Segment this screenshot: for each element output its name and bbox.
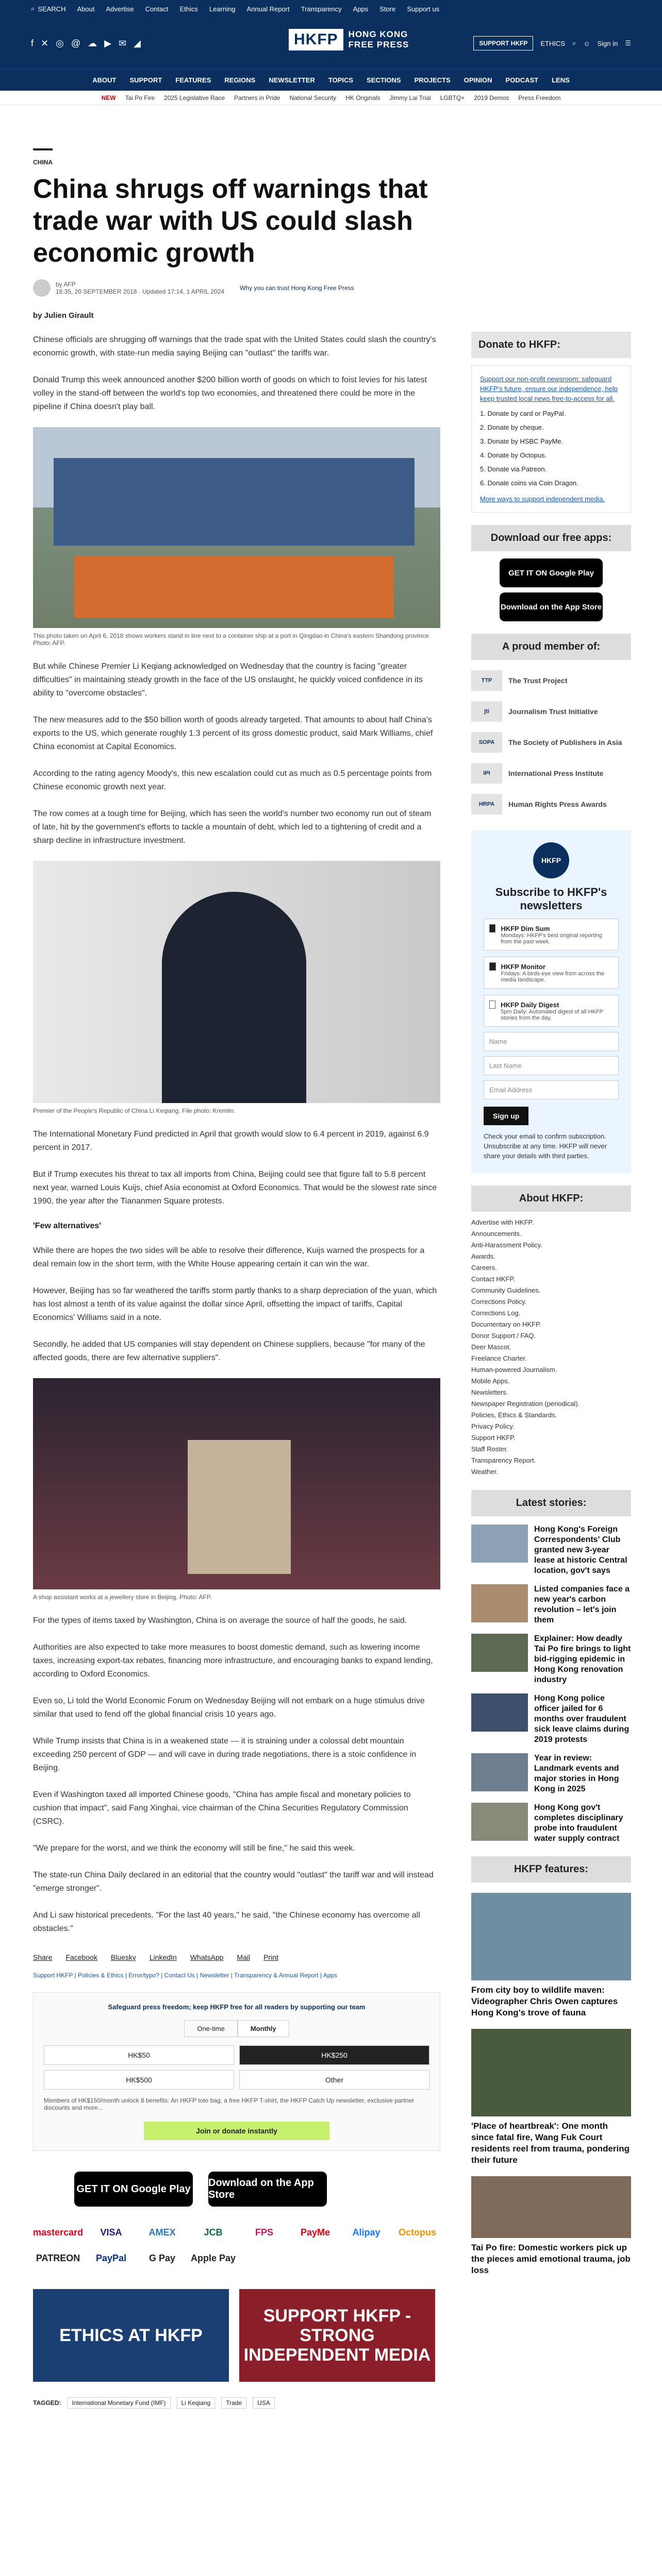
- share-facebook[interactable]: Facebook: [65, 1953, 97, 1961]
- newsletter-title: Subscribe to HKFP's newsletters: [495, 886, 607, 912]
- paragraph: "We prepare for the worst, and we think the economy will still be fine," he said this week.: [33, 1844, 355, 1853]
- story-thumbnail: [471, 1693, 528, 1732]
- donate-heading: Donate to HKFP:: [471, 332, 631, 358]
- workers-group: [74, 556, 394, 618]
- paragraph: But if Trump executes his threat to tax all imports from China, Beijing could see that figure fall to 5.8 percent next year, warned Louis Kuijs, chief Asia economist at Oxford Economics. That would be the slowest rate since 1990, the year after the Tiananmen Square protests.: [33, 1170, 437, 1206]
- donate-text[interactable]: Support our non-profit newsroom: safeguard HKFP's future, ensure our independence, help keep trusted local news free-to-access for all.: [480, 375, 618, 402]
- paragraph: According to the rating agency Moody's, this new escalation could cut as much as 0.5 percentage points from Chinese economic growth next year.: [33, 769, 432, 791]
- partner-name: Journalism Trust Initiative: [508, 707, 598, 716]
- latest-story[interactable]: [471, 1803, 631, 1844]
- partner-name: The Trust Project: [508, 676, 568, 685]
- member-benefits: Members of HK$150/month unlock 8 benefits: An HKFP tote bag, a free HKFP T-shirt, the HKFP Catch Up newsletter, exclusive partner discounts and more...: [44, 2097, 415, 2111]
- name-field[interactable]: Name: [484, 1032, 619, 1051]
- trend-pride[interactable]: Partners in Pride: [234, 94, 280, 101]
- subheading: 'Few alternatives': [33, 1222, 102, 1230]
- feature-title: From city boy to wildlife maven: Videographer Chris Owen captures Hong Kong's trove of fauna: [471, 1985, 618, 2018]
- feature-title: Tai Po fire: Domestic workers pick up the pieces amid emotional trauma, job loss: [471, 2243, 631, 2275]
- payment-methods: [33, 2222, 440, 2268]
- byline: [33, 279, 440, 297]
- top-bar: [0, 0, 662, 18]
- latest-story[interactable]: [471, 1584, 631, 1625]
- x-icon[interactable]: ✕: [41, 38, 49, 48]
- email-field[interactable]: Email Address: [484, 1080, 619, 1099]
- nav-support[interactable]: SUPPORT: [129, 76, 162, 84]
- story-title: Listed companies face a new year's carbon revolution – let's join them: [534, 1585, 630, 1624]
- hrpa-logo: HRPA: [471, 794, 502, 815]
- portrait-figure: [162, 892, 306, 1103]
- avatar: [33, 279, 51, 297]
- logo-line-1: HONG KONG: [348, 29, 408, 39]
- footer-links[interactable]: Support HKFP | Policies & Ethics | Error/typo? | Contact Us | Newsletter | Transparency & Annual Report | Apps: [33, 1972, 338, 1979]
- topbar-about[interactable]: About: [77, 5, 95, 13]
- site-logo[interactable]: [289, 29, 409, 50]
- paragraph: But while Chinese Premier Li Keqiang acknowledged on Wednesday that the country is facing "greater difficulties" in maintaining steady growth in the face of the US onslaught, he quickly voiced confidence in its ability to "overcome obstacles".: [33, 662, 423, 698]
- payme-icon: PayMe: [300, 2227, 330, 2238]
- share-mail[interactable]: Mail: [237, 1953, 251, 1961]
- topbar-apps[interactable]: Apps: [353, 5, 369, 13]
- support-promo[interactable]: SUPPORT HKFP - STRONG INDEPENDENT MEDIA: [239, 2289, 435, 2382]
- share-print[interactable]: Print: [263, 1953, 278, 1961]
- story-thumbnail: [471, 1803, 528, 1841]
- story-thumbnail: [471, 1753, 528, 1791]
- newsletter-name: HKFP Daily Digest: [501, 1001, 559, 1009]
- container-stack: [54, 458, 415, 546]
- newsletter-desc: 5pm Daily: Automated digest of all HKFP stories from the day.: [501, 1009, 603, 1021]
- share-label: Share: [33, 1953, 53, 1961]
- article: [33, 105, 440, 2409]
- about-link[interactable]: Announcements.: [471, 1230, 522, 1238]
- amount-option[interactable]: HK$500: [44, 2070, 234, 2090]
- trend-jimmy-lai[interactable]: Jimmy Lai Trial: [389, 94, 431, 101]
- newsletter-name: HKFP Dim Sum: [501, 925, 550, 933]
- fps-icon: FPS: [255, 2227, 274, 2238]
- latest-story[interactable]: [471, 1753, 631, 1794]
- sign-in-link[interactable]: Sign in: [597, 39, 618, 47]
- paypal-icon: PayPal: [96, 2252, 127, 2263]
- share-bar: [33, 1953, 440, 1961]
- share-bluesky[interactable]: Bluesky: [110, 1953, 136, 1961]
- nav-newsletter[interactable]: NEWSLETTER: [269, 76, 315, 84]
- feature-story[interactable]: [471, 2029, 631, 2166]
- google-play-badge[interactable]: GET IT ON Google Play: [500, 558, 603, 587]
- topbar-store[interactable]: Store: [379, 5, 396, 13]
- about-link[interactable]: Contact HKFP.: [471, 1275, 516, 1283]
- story-thumbnail: [471, 1584, 528, 1622]
- donate-option[interactable]: 6. Donate coins via Coin Dragon.: [480, 479, 578, 487]
- story-title: Hong Kong police officer jailed for 6 months over fraudulent sick leave claims during 2019 protests: [534, 1694, 630, 1744]
- google-pay-icon: G Pay: [149, 2252, 176, 2263]
- story-title: Year in review: Landmark events and major stories in Hong Kong in 2025: [534, 1754, 619, 1793]
- apps-heading: Download our free apps:: [471, 525, 631, 551]
- article-title: China shrugs off warnings that trade war with US could slash economic growth: [33, 174, 428, 268]
- nav-podcast[interactable]: PODCAST: [505, 76, 539, 84]
- about-link[interactable]: Advertise with HKFP.: [471, 1218, 534, 1226]
- paragraph: The new measures add to the $50 billion worth of goods already targeted. That amounts to about half China's exports to the US, which generate roughly 1.3 percent of its gross domestic product, said Mark Williams, chief China economist at Capital Economics.: [33, 716, 433, 751]
- youtube-icon[interactable]: ▶: [104, 38, 111, 48]
- about-link[interactable]: Privacy Policy.: [471, 1422, 515, 1430]
- sopa-logo: SOPA: [471, 732, 502, 753]
- member-heading: A proud member of:: [471, 634, 631, 660]
- story-thumbnail: [471, 1524, 528, 1563]
- amount-option[interactable]: HK$50: [44, 2045, 234, 2065]
- about-link[interactable]: Careers.: [471, 1264, 497, 1272]
- feature-story[interactable]: [471, 1893, 631, 2019]
- partner-name: The Society of Publishers in Asia: [508, 738, 622, 747]
- donation-widget: [33, 1992, 440, 2151]
- about-link[interactable]: Staff Roster.: [471, 1445, 508, 1453]
- nav-features[interactable]: FEATURES: [175, 76, 211, 84]
- trend-lgbtq[interactable]: LGBTQ+: [440, 94, 465, 101]
- partner-name: Human Rights Press Awards: [508, 800, 607, 808]
- checkbox[interactable]: [489, 962, 496, 971]
- mastercard-icon: mastercard: [33, 2227, 84, 2238]
- paragraph: While there are hopes the two sides will be able to resolve their difference, Kuijs warned the prospects for a deal remain low in the short term, with the White House appearing certain it can win the war.: [33, 1246, 425, 1268]
- visa-icon: VISA: [100, 2227, 122, 2238]
- amount-option-selected[interactable]: HK$250: [239, 2045, 429, 2065]
- about-list: [471, 1217, 631, 1478]
- social-icons: [31, 38, 141, 49]
- ethics-promo[interactable]: ETHICS AT HKFP: [33, 2289, 229, 2382]
- about-link[interactable]: Documentary on HKFP.: [471, 1320, 541, 1328]
- octopus-icon: Octopus: [398, 2227, 436, 2238]
- about-link[interactable]: Transparency Report.: [471, 1456, 536, 1464]
- about-link[interactable]: Community Guidelines.: [471, 1286, 541, 1294]
- topbar-support[interactable]: Support us: [407, 5, 440, 13]
- latest-story[interactable]: [471, 1634, 631, 1685]
- jcb-icon: JCB: [204, 2227, 223, 2238]
- trend-press-freedom[interactable]: Press Freedom: [518, 94, 561, 101]
- user-icon[interactable]: ☺: [583, 39, 590, 47]
- logo-box: HKFP: [289, 29, 343, 50]
- feature-image: [471, 2029, 631, 2116]
- about-heading: About HKFP:: [471, 1185, 631, 1212]
- trend-legislative[interactable]: 2025 Legislative Race: [164, 94, 225, 101]
- byline-source: by AFP: [56, 281, 76, 288]
- story-thumbnail: [471, 1634, 528, 1672]
- tab-one-time[interactable]: One-time: [184, 2020, 237, 2037]
- google-play-badge[interactable]: GET IT ON Google Play: [74, 2172, 193, 2207]
- feature-image: [471, 1893, 631, 1980]
- li-keqiang-photo: [33, 861, 440, 1103]
- jti-logo: jti: [471, 701, 502, 722]
- logo-line-2: FREE PRESS: [348, 40, 409, 49]
- facebook-icon[interactable]: f: [31, 38, 34, 48]
- sign-up-button[interactable]: Sign up: [484, 1107, 528, 1125]
- instagram-icon[interactable]: ◎: [56, 38, 64, 48]
- hkfp-badge: HKFP: [533, 842, 569, 878]
- about-link[interactable]: Deer Mascot.: [471, 1343, 511, 1351]
- join-donate-button[interactable]: Join or donate instantly: [144, 2122, 329, 2140]
- nav-lens[interactable]: LENS: [552, 76, 570, 84]
- feature-image: [471, 2176, 631, 2238]
- tag[interactable]: USA: [253, 2397, 275, 2409]
- paragraph: Chinese officials are shrugging off warnings that the trade spat with the United States could slash the country's economic growth, with state-run media saying Beijing can "outlast" the tariffs war.: [33, 335, 436, 358]
- topbar-learning[interactable]: Learning: [209, 5, 236, 13]
- apple-pay-icon: Apple Pay: [191, 2252, 236, 2263]
- newsletter-name: HKFP Monitor: [501, 963, 545, 971]
- nav-sections[interactable]: SECTIONS: [367, 76, 401, 84]
- paragraph: However, Beijing has so far weathered the tariffs storm partly thanks to a sharp depreciation of the yuan, which has lost almost a tenth of its value against the dollar since April, offsetting the impact of tariffs, Capital Economics' Williams said in a note.: [33, 1286, 437, 1322]
- nav-regions[interactable]: REGIONS: [224, 76, 256, 84]
- topbar-advertise[interactable]: Advertise: [106, 5, 134, 13]
- photo-caption: A shop assistant works at a jewellery store in Beijing. Photo: AFP.: [33, 1594, 212, 1601]
- last-name-field[interactable]: Last Name: [484, 1056, 619, 1075]
- newsletter-desc: Mondays: HKFP's best original reporting from the past week.: [501, 933, 602, 945]
- story-title: Explainer: How deadly Tai Po fire brings to light bid-rigging epidemic in Hong Kong renovation industry: [534, 1634, 631, 1684]
- app-store-badge[interactable]: Download on the App Store: [500, 592, 603, 621]
- topbar-annual-report[interactable]: Annual Report: [246, 5, 290, 13]
- signup-note: Check your email to confirm subscription. Unsubscribe at any time. HKFP will never share your details with third parties.: [484, 1132, 607, 1160]
- topbar-contact[interactable]: Contact: [145, 5, 169, 13]
- nav-opinion[interactable]: OPINION: [464, 76, 492, 84]
- bluesky-icon[interactable]: ☁: [88, 38, 97, 48]
- about-link[interactable]: Donor Support / FAQ.: [471, 1332, 536, 1340]
- about-link[interactable]: Mobile Apps.: [471, 1377, 510, 1385]
- alipay-icon: Alipay: [352, 2227, 380, 2238]
- paragraph: For the types of items taxed by Washington, China is on average the source of half the goods, he said.: [33, 1616, 407, 1625]
- paragraph: While Trump insists that China is in a weakened state — it is straining under a colossal debt mountain exceeding 250 percent of GDP — and will cave in during trade negotiations, there is a stoic confidence in Beijing.: [33, 1737, 417, 1772]
- tag[interactable]: Trade: [221, 2397, 246, 2409]
- checkbox[interactable]: [489, 1001, 495, 1009]
- nav-about[interactable]: ABOUT: [92, 76, 117, 84]
- about-link[interactable]: Corrections Log.: [471, 1309, 521, 1317]
- support-hkfp-button[interactable]: SUPPORT HKFP: [473, 36, 533, 50]
- latest-story[interactable]: [471, 1693, 631, 1745]
- story-title: Hong Kong's Foreign Correspondents' Club granted new 3-year lease at historic Central location, gov't says: [534, 1525, 627, 1575]
- donate-option[interactable]: 5. Donate via Patreon.: [480, 465, 547, 473]
- site-header: [0, 18, 662, 69]
- tag[interactable]: International Monetary Fund (IMF): [67, 2397, 170, 2409]
- nav-projects[interactable]: PROJECTS: [414, 76, 451, 84]
- tag[interactable]: Li Keqiang: [177, 2397, 216, 2409]
- patreon-icon: PATREON: [36, 2252, 80, 2263]
- publish-date: 16:35, 20 SEPTEMBER 2018 · Updated 17:14, 1 APRIL 2024: [56, 288, 225, 295]
- nav-topics[interactable]: TOPICS: [328, 76, 354, 84]
- main-nav: [0, 69, 662, 91]
- about-link[interactable]: Human-powered Journalism.: [471, 1366, 557, 1374]
- sidebar: [471, 332, 631, 2276]
- tag-list: [33, 2397, 440, 2409]
- paragraph: The row comes at a tough time for Beijing, which has seen the world's number two economy run out of steam of late, hit by the government's efforts to tackle a mountain of debt, which led to a tightening of credit and a sharp decline in infrastructure investment.: [33, 809, 432, 845]
- trust-project-logo: TTP: [471, 670, 502, 691]
- newsletter-signup: [471, 830, 631, 1173]
- latest-story[interactable]: [471, 1524, 631, 1576]
- about-link[interactable]: Weather.: [471, 1468, 498, 1476]
- paragraph: Secondly, he added that US companies will stay dependent on Chinese suppliers, because "for many of the affected goods, there are few alternative suppliers".: [33, 1340, 425, 1362]
- amount-other-input[interactable]: Other: [239, 2070, 429, 2090]
- about-link[interactable]: Anti-Harassment Policy.: [471, 1241, 542, 1249]
- about-link[interactable]: Policies, Ethics & Standards.: [471, 1411, 557, 1419]
- trust-link[interactable]: Why you can trust Hong Kong Free Press: [240, 284, 354, 292]
- search-link[interactable]: ⌕ SEARCH: [31, 5, 66, 13]
- search-icon[interactable]: ⌕: [572, 39, 576, 47]
- donation-heading: Safeguard press freedom; keep HKFP free for all readers by supporting our team: [108, 2003, 366, 2011]
- about-link[interactable]: Awards.: [471, 1252, 495, 1260]
- tags-label: TAGGED:: [33, 2399, 61, 2406]
- category-label[interactable]: CHINA: [33, 148, 53, 166]
- trend-tai-po-fire[interactable]: Tai Po Fire: [125, 94, 155, 101]
- tab-monthly[interactable]: Monthly: [238, 2020, 289, 2037]
- donate-option[interactable]: 3. Donate by HSBC PayMe.: [480, 437, 564, 445]
- ethics-link[interactable]: ETHICS: [540, 39, 566, 47]
- trend-2019-demos[interactable]: 2019 Demos: [474, 94, 509, 101]
- checkbox[interactable]: [489, 924, 495, 933]
- features-heading: HKFP features:: [471, 1856, 631, 1883]
- paragraph: The International Monetary Fund predicted in April that growth would slow to 6.4 percent in 2019, against 6.9 percent in 2017.: [33, 1130, 429, 1152]
- rss-icon[interactable]: ◢: [134, 38, 141, 48]
- paragraph: Even if Washington taxed all imported Chinese goods, "China has ample fiscal and monetary policies to cushion that impact", said Fang Xinghai, vice chairman of the China Securities Regulatory Commission (CSRC).: [33, 1790, 411, 1826]
- new-badge: NEW: [101, 94, 116, 101]
- about-link[interactable]: Newsletters.: [471, 1388, 508, 1396]
- donate-option[interactable]: 2. Donate by cheque.: [480, 423, 544, 431]
- share-whatsapp[interactable]: WhatsApp: [190, 1953, 224, 1961]
- menu-icon[interactable]: ☰: [625, 39, 631, 47]
- latest-heading: Latest stories:: [471, 1490, 631, 1516]
- photo-caption: Premier of the People's Republic of China Li Keqiang. File photo: Kremlin.: [33, 1107, 236, 1114]
- about-link[interactable]: Corrections Policy.: [471, 1298, 527, 1306]
- jewellery-store-photo: [33, 1378, 440, 1589]
- app-store-badge[interactable]: Download on the App Store: [208, 2172, 327, 2207]
- paragraph: And Li saw historical precedents. "For the last 40 years," he said, "the Chinese economy has overcome all obstacles.": [33, 1911, 420, 1933]
- topbar-transparency[interactable]: Transparency: [301, 5, 342, 13]
- about-link[interactable]: Freelance Charter.: [471, 1354, 527, 1362]
- trending-bar: [0, 91, 662, 105]
- donate-option[interactable]: 1. Donate by card or PayPal.: [480, 410, 566, 417]
- threads-icon[interactable]: @: [71, 38, 81, 48]
- feature-title: 'Place of heartbreak': One month since fatal fire, Wang Fuk Court residents reel from trauma, pondering their future: [471, 2121, 630, 2165]
- share-linkedin[interactable]: LinkedIn: [149, 1953, 177, 1961]
- more-ways-link[interactable]: More ways to support independent media.: [480, 495, 605, 503]
- about-link[interactable]: Newspaper Registration (periodical).: [471, 1400, 580, 1408]
- story-title: Hong Kong gov't completes disciplinary probe into fraudulent water supply contract: [534, 1803, 623, 1843]
- trend-national-security[interactable]: National Security: [289, 94, 337, 101]
- shop-assistant: [188, 1440, 291, 1574]
- partner-name: International Press Institute: [508, 769, 604, 777]
- newsletter-desc: Fridays: A birds-eye view from across the media landscape.: [501, 971, 605, 983]
- ipi-logo: IPI: [471, 763, 502, 784]
- amex-icon: AMEX: [148, 2227, 176, 2238]
- author-name: by Julien Girault: [33, 311, 94, 320]
- topbar-ethics[interactable]: Ethics: [179, 5, 198, 13]
- port-photo: [33, 427, 440, 628]
- donate-option[interactable]: 4. Donate by Octopus.: [480, 451, 547, 459]
- paragraph: Even so, Li told the World Economic Forum on Wednesday Beijing will not embark on a huge stimulus drive similar that used to fend off the global financial crisis 10 years ago.: [33, 1697, 425, 1719]
- paragraph: The state-run China Daily declared in an editorial that the country would "outlast" the tariff war and will instead "emerge stronger".: [33, 1871, 434, 1893]
- feature-story[interactable]: [471, 2176, 631, 2276]
- mail-icon[interactable]: ✉: [118, 38, 127, 48]
- photo-caption: This photo taken on April 6, 2018 shows workers stand in line next to a container ship at a port in Qingdao in China's eastern Shandong province. Photo: AFP.: [33, 632, 431, 647]
- trend-originals[interactable]: HK Originals: [345, 94, 380, 101]
- paragraph: Donald Trump this week announced another $200 billion worth of goods on which to foist levies for his latest volley in the stand-off between the world's top two economies, and threatened there could be more in the pipeline if China doesn't play ball.: [33, 376, 427, 411]
- about-link[interactable]: Support HKFP.: [471, 1434, 516, 1442]
- donate-box: [471, 365, 631, 513]
- paragraph: Authorities are also expected to take more measures to boost domestic demand, such as lowering income taxes, increasing export-tax rebates, financing more infrastructure, and encouraging banks to expand lending, according to Oxford Economics.: [33, 1643, 433, 1679]
